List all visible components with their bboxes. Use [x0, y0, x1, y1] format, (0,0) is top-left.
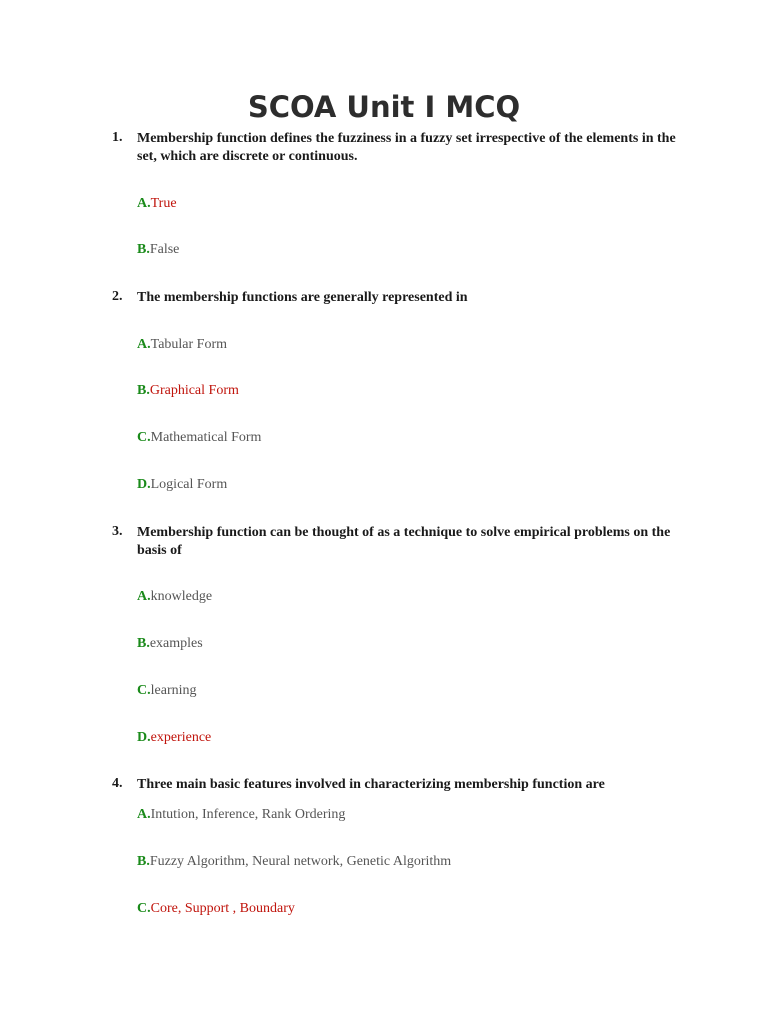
question-number: 2. [112, 289, 123, 304]
option-b: B.examples [137, 636, 203, 651]
option-b: B.Fuzzy Algorithm, Neural network, Genetic Algorithm [137, 854, 452, 869]
option-d: D.Logical Form [137, 477, 228, 492]
question-text: Membership function can be thought of as a technique to solve empirical problems on the basis of [137, 525, 671, 558]
option-c: C.learning [137, 683, 197, 698]
option-a: A.Intution, Inference, Rank Ordering [137, 807, 346, 822]
question-number: 3. [112, 524, 123, 539]
option-c: C.Mathematical Form [137, 430, 262, 445]
question-text: Three main basic features involved in characterizing membership function are [137, 777, 605, 792]
option-a: A.True [137, 196, 177, 211]
option-b: B.Graphical Form [137, 383, 239, 398]
question-number: 1. [112, 130, 123, 145]
question-number: 4. [112, 776, 123, 791]
option-a: A.knowledge [137, 589, 213, 604]
option-a: A.Tabular Form [137, 337, 228, 352]
option-c: C.Core, Support , Boundary [137, 901, 295, 916]
question-text: The membership functions are generally represented in [137, 290, 468, 305]
option-d: D.experience [137, 730, 212, 745]
page-title: SCOA Unit I MCQ [247, 90, 521, 124]
question-text: Membership function defines the fuzziness in a fuzzy set irrespective of the elements in the set, which are discrete or continuous. [137, 131, 676, 164]
option-b: B.False [137, 242, 180, 257]
